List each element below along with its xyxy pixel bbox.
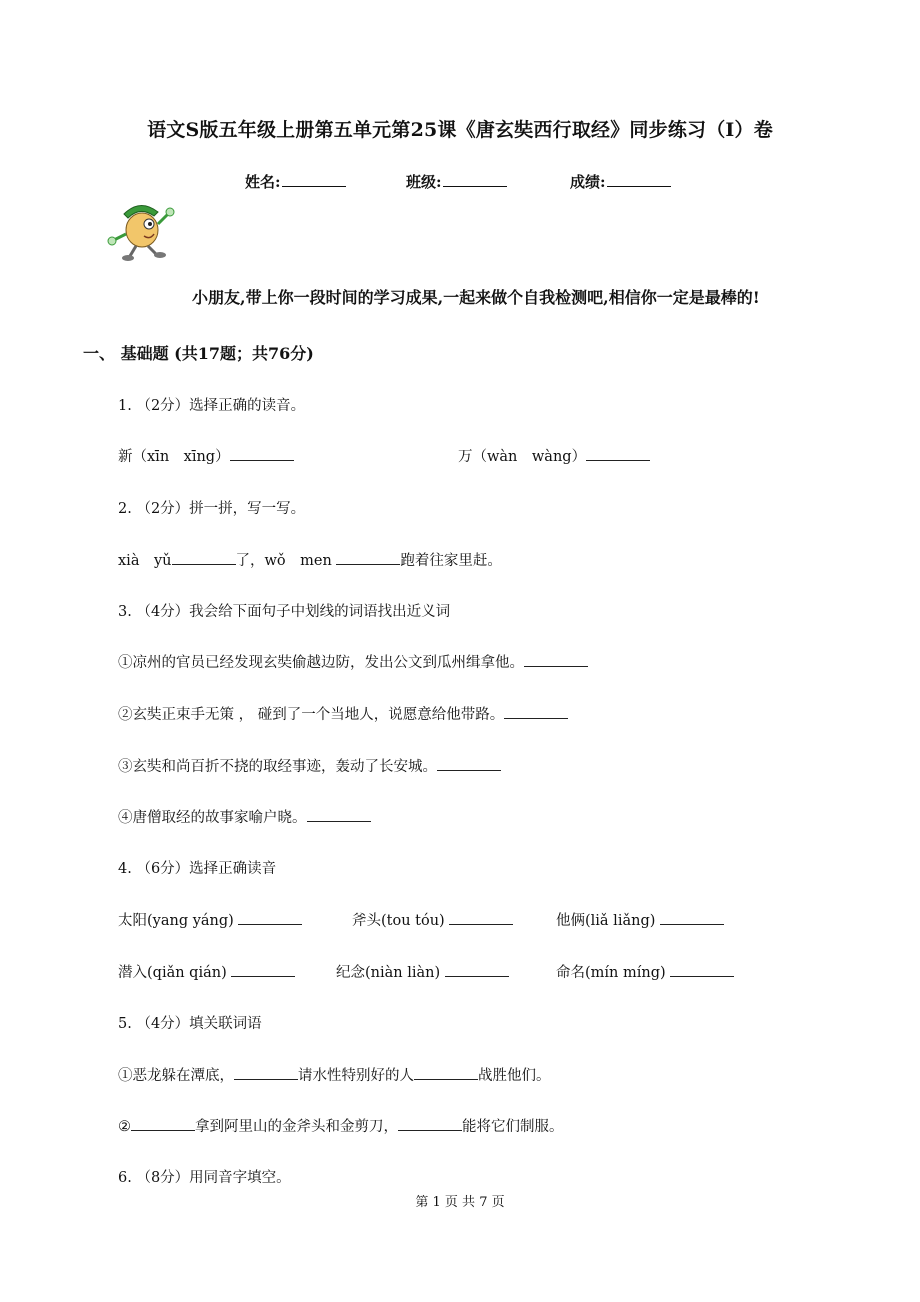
sentence-text: 请水性特别好的人 xyxy=(298,1068,414,1084)
answer-blank[interactable] xyxy=(234,1065,298,1080)
question-4-item-6 xyxy=(556,961,734,982)
item-text: 太阳(yang yáng) xyxy=(118,913,239,929)
item-text: 纪念(niàn liàn) xyxy=(336,965,445,981)
question-3-sentence-2 xyxy=(118,703,568,724)
question-5-stem: 5. （4分）填关联词语 xyxy=(118,1016,262,1032)
encouragement-text: 小朋友,带上你一段时间的学习成果,一起来做个自我检测吧,相信你一定是最棒的! xyxy=(192,288,760,307)
answer-blank[interactable] xyxy=(238,910,302,925)
sentence-text: ④唐僧取经的故事家喻户晓。 xyxy=(118,810,307,826)
question-5-sentence-2 xyxy=(118,1115,564,1136)
answer-blank[interactable] xyxy=(336,550,400,565)
question-4-item-4 xyxy=(118,961,295,982)
answer-blank[interactable] xyxy=(414,1065,478,1080)
name-label: 姓名: xyxy=(245,173,281,191)
question-1-item-a-text: 新（xīn xīng） xyxy=(118,449,230,465)
answer-blank[interactable] xyxy=(449,910,513,925)
question-1-item-b-text: 万（wàn wàng） xyxy=(458,449,587,465)
score-field xyxy=(570,171,671,192)
question-4-item-2 xyxy=(352,909,513,930)
document-title: 语文S版五年级上册第五单元第25课《唐玄奘西行取经》同步练习（I）卷 xyxy=(147,119,773,141)
sentence-text: 拿到阿里山的金斧头和金剪刀， xyxy=(195,1119,398,1135)
question-4-item-1 xyxy=(118,909,302,930)
question-1-item-b xyxy=(458,445,650,466)
answer-blank[interactable] xyxy=(398,1116,462,1131)
question-3-sentence-1 xyxy=(118,651,588,672)
sentence-text: 能将它们制服。 xyxy=(462,1119,564,1135)
question-3-sentence-4 xyxy=(118,806,371,827)
question-4-stem: 4. （6分）选择正确读音 xyxy=(118,861,277,877)
score-label: 成绩: xyxy=(570,173,606,191)
answer-blank[interactable] xyxy=(307,807,371,822)
answer-blank[interactable] xyxy=(231,962,295,977)
question-2-line xyxy=(118,549,502,570)
question-5-sentence-1 xyxy=(118,1064,551,1085)
answer-blank[interactable] xyxy=(504,704,568,719)
answer-blank[interactable] xyxy=(445,962,509,977)
question-2-stem: 2. （2分）拼一拼，写一写。 xyxy=(118,501,306,517)
answer-blank[interactable] xyxy=(172,550,236,565)
answer-blank[interactable] xyxy=(131,1116,195,1131)
section-heading: 一、 基础题 (共17题；共76分) xyxy=(83,344,314,363)
question-2-tail: 跑着往家里赶。 xyxy=(400,553,502,569)
mascot-illustration xyxy=(104,196,182,262)
item-text: 潜入(qiǎn qián) xyxy=(118,965,232,981)
answer-blank[interactable] xyxy=(660,910,724,925)
item-text: 斧头(tou tóu) xyxy=(352,913,450,929)
answer-blank[interactable] xyxy=(230,446,294,461)
question-4-item-5 xyxy=(336,961,509,982)
question-2-pinyin-1: xià yǔ xyxy=(118,553,172,569)
answer-blank[interactable] xyxy=(670,962,734,977)
question-3-sentence-3 xyxy=(118,755,501,776)
name-field xyxy=(245,171,346,192)
score-blank[interactable] xyxy=(607,172,671,187)
page-footer: 第 1 页 共 7 页 xyxy=(415,1195,505,1210)
sentence-text: ② xyxy=(118,1119,131,1135)
question-3-stem: 3. （4分）我会给下面句子中划线的词语找出近义词 xyxy=(118,604,451,620)
answer-blank[interactable] xyxy=(437,756,501,771)
sentence-text: ③玄奘和尚百折不挠的取经事迹，轰动了长安城。 xyxy=(118,759,437,775)
question-4-item-3 xyxy=(556,909,724,930)
question-2-pinyin-2: 了，wǒ men xyxy=(235,553,337,569)
question-6-stem: 6. （8分）用同音字填空。 xyxy=(118,1170,291,1186)
sentence-text: ②玄奘正束手无策 ， 碰到了一个当地人，说愿意给他带路。 xyxy=(118,707,505,723)
sentence-text: 战胜他们。 xyxy=(478,1068,551,1084)
question-1-stem: 1. （2分）选择正确的读音。 xyxy=(118,398,306,414)
sentence-text: ①凉州的官员已经发现玄奘偷越边防，发出公文到瓜州缉拿他。 xyxy=(118,655,524,671)
answer-blank[interactable] xyxy=(524,652,588,667)
class-label: 班级: xyxy=(406,173,442,191)
class-field xyxy=(406,171,507,192)
item-text: 他俩(liǎ liǎng) xyxy=(556,913,660,929)
name-blank[interactable] xyxy=(282,172,346,187)
sentence-text: ①恶龙躲在潭底， xyxy=(118,1068,234,1084)
answer-blank[interactable] xyxy=(586,446,650,461)
question-1-item-a xyxy=(118,445,294,466)
class-blank[interactable] xyxy=(443,172,507,187)
item-text: 命名(mín míng) xyxy=(556,965,671,981)
